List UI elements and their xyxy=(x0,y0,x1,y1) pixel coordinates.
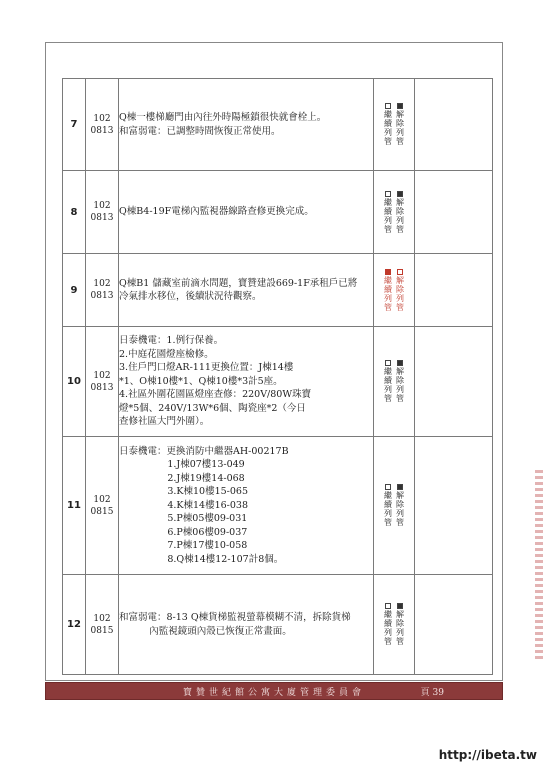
row-date xyxy=(86,171,119,254)
date-part: 102 xyxy=(93,613,111,624)
date-part: 0815 xyxy=(90,506,114,517)
date-part: 0813 xyxy=(90,382,114,393)
date-part: 0815 xyxy=(90,625,114,636)
notes-cell xyxy=(415,575,493,675)
notes-cell xyxy=(415,437,493,575)
notes-cell xyxy=(415,79,493,171)
log-row xyxy=(63,327,493,437)
description-line: 日泰機電：1.例行保養。 xyxy=(119,335,224,347)
description-line: 燈*5個、240V/13W*6個、陶瓷座*2（今日 xyxy=(119,402,306,414)
description-line: 2.J棟19樓14-068 xyxy=(119,472,245,484)
row-number: 8 xyxy=(63,171,86,254)
continue-tracking-option[interactable] xyxy=(384,103,393,146)
remove-tracking-option[interactable] xyxy=(396,360,405,403)
checkbox[interactable] xyxy=(397,191,403,197)
date-part: 0813 xyxy=(90,125,114,136)
row-number: 11 xyxy=(63,437,86,575)
remove-tracking-option[interactable] xyxy=(396,484,405,527)
checkbox[interactable] xyxy=(385,269,391,275)
date-part: 102 xyxy=(93,113,111,124)
description-line: 查修社區大門外圍）。 xyxy=(119,416,210,428)
checkbox-label: 解除列管 xyxy=(395,110,405,146)
row-description xyxy=(119,575,374,675)
watermark-url: http://ibeta.tw xyxy=(438,748,537,762)
checkbox-label: 繼續列管 xyxy=(383,110,393,146)
remove-tracking-option[interactable] xyxy=(396,191,405,234)
continue-tracking-option[interactable] xyxy=(384,484,393,527)
row-number: 12 xyxy=(63,575,86,675)
row-status xyxy=(374,171,415,254)
row-date xyxy=(86,437,119,575)
date-part: 102 xyxy=(93,494,111,505)
description-line: 日泰機電：更換消防中繼器AH-00217B xyxy=(119,445,289,457)
description-line: 和富弱電：8-13 Q棟貨梯監視螢幕模糊不清，拆除貨梯 xyxy=(119,612,351,623)
remove-tracking-option[interactable] xyxy=(396,269,405,312)
maintenance-log-table xyxy=(62,78,493,675)
row-description xyxy=(119,171,374,254)
checkbox-label: 繼續列管 xyxy=(383,367,393,403)
continue-tracking-option[interactable] xyxy=(384,360,393,403)
row-date xyxy=(86,79,119,171)
checkbox-label: 繼續列管 xyxy=(383,610,393,646)
remove-tracking-option[interactable] xyxy=(396,603,405,646)
description-line: 4.社區外圍花園區燈座查修：220V/80W珠寶 xyxy=(119,389,312,401)
footer-title: 寶贊世紀館公寓大廈管理委員會 xyxy=(182,688,365,698)
row-number: 7 xyxy=(63,79,86,171)
description-line: 6.P棟06樓09-037 xyxy=(119,526,248,538)
row-date xyxy=(86,254,119,327)
row-status xyxy=(374,437,415,575)
checkbox[interactable] xyxy=(385,603,391,609)
description-line: 2.中庭花園燈座檢修。 xyxy=(119,348,214,360)
description-line: 內監視鏡頭內殼已恢復正常畫面。 xyxy=(119,625,292,637)
checkbox-label: 解除列管 xyxy=(395,197,405,234)
row-date xyxy=(86,327,119,437)
log-row xyxy=(63,575,493,675)
row-status xyxy=(374,575,415,675)
description-line: 3.K棟10樓15-065 xyxy=(119,486,248,498)
row-description xyxy=(119,327,374,437)
row-description xyxy=(119,254,374,327)
checkbox[interactable] xyxy=(397,603,403,609)
description-line: 1.J棟07樓13-049 xyxy=(119,459,245,471)
date-part: 0813 xyxy=(90,291,114,301)
checkbox-label: 解除列管 xyxy=(395,367,405,403)
row-status xyxy=(374,327,415,437)
description-line: Q棟一樓梯廳門由內往外時陽極鎖很快就會栓上。 xyxy=(119,112,327,123)
checkbox[interactable] xyxy=(385,484,391,490)
log-row xyxy=(63,437,493,575)
description-line: 4.K棟14樓16-038 xyxy=(119,499,248,511)
row-status xyxy=(374,254,415,327)
checkbox[interactable] xyxy=(397,484,403,490)
description-line: *1、O棟10樓*1、Q棟10樓*3計5座。 xyxy=(119,375,283,387)
description-line: Q棟B1 儲藏室前滴水問題，寶贊建設669-1F承租戶已將 xyxy=(119,277,358,289)
description-line: 5.P棟05樓09-031 xyxy=(119,513,248,525)
notes-cell xyxy=(415,254,493,327)
continue-tracking-option[interactable] xyxy=(384,191,393,234)
notes-cell xyxy=(415,327,493,437)
edge-stamp xyxy=(535,470,543,660)
description-line: 8.Q棟14樓12-107計8個。 xyxy=(119,553,284,565)
date-part: 102 xyxy=(93,279,111,289)
row-description xyxy=(119,437,374,575)
date-part: 0813 xyxy=(90,213,114,223)
continue-tracking-option[interactable] xyxy=(384,269,393,312)
checkbox[interactable] xyxy=(397,269,403,275)
page-number: 頁 39 xyxy=(420,688,444,698)
row-number: 9 xyxy=(63,254,86,327)
checkbox-label: 繼續列管 xyxy=(383,197,393,234)
date-part: 102 xyxy=(93,201,111,211)
checkbox[interactable] xyxy=(397,360,403,366)
description-line: 和富弱電：已調整時間恢復正常使用。 xyxy=(119,125,281,137)
checkbox[interactable] xyxy=(385,191,391,197)
continue-tracking-option[interactable] xyxy=(384,603,393,646)
checkbox[interactable] xyxy=(385,360,391,366)
row-description xyxy=(119,79,374,171)
description-line: 3.住戶門口燈AR-111更換位置：J棟14樓 xyxy=(119,362,294,374)
description-line: 7.P棟17樓10-058 xyxy=(119,540,248,552)
row-status xyxy=(374,79,415,171)
checkbox-label: 解除列管 xyxy=(395,491,405,527)
checkbox[interactable] xyxy=(385,103,391,109)
description-line: 冷氣排水移位，後續狀況待觀察。 xyxy=(119,291,262,302)
checkbox-label: 繼續列管 xyxy=(383,491,393,527)
notes-cell xyxy=(415,171,493,254)
checkbox[interactable] xyxy=(397,103,403,109)
footer-bar xyxy=(45,682,503,700)
log-row xyxy=(63,254,493,327)
checkbox-label: 解除列管 xyxy=(395,275,405,312)
row-date xyxy=(86,575,119,675)
row-number: 10 xyxy=(63,327,86,437)
checkbox-label: 繼續列管 xyxy=(383,275,393,312)
log-row xyxy=(63,171,493,254)
description-line: Q棟B4-19F電梯內監視器線路查修更換完成。 xyxy=(119,206,314,218)
checkbox-label: 解除列管 xyxy=(395,610,405,646)
remove-tracking-option[interactable] xyxy=(396,103,405,146)
date-part: 102 xyxy=(93,370,111,381)
log-row xyxy=(63,79,493,171)
